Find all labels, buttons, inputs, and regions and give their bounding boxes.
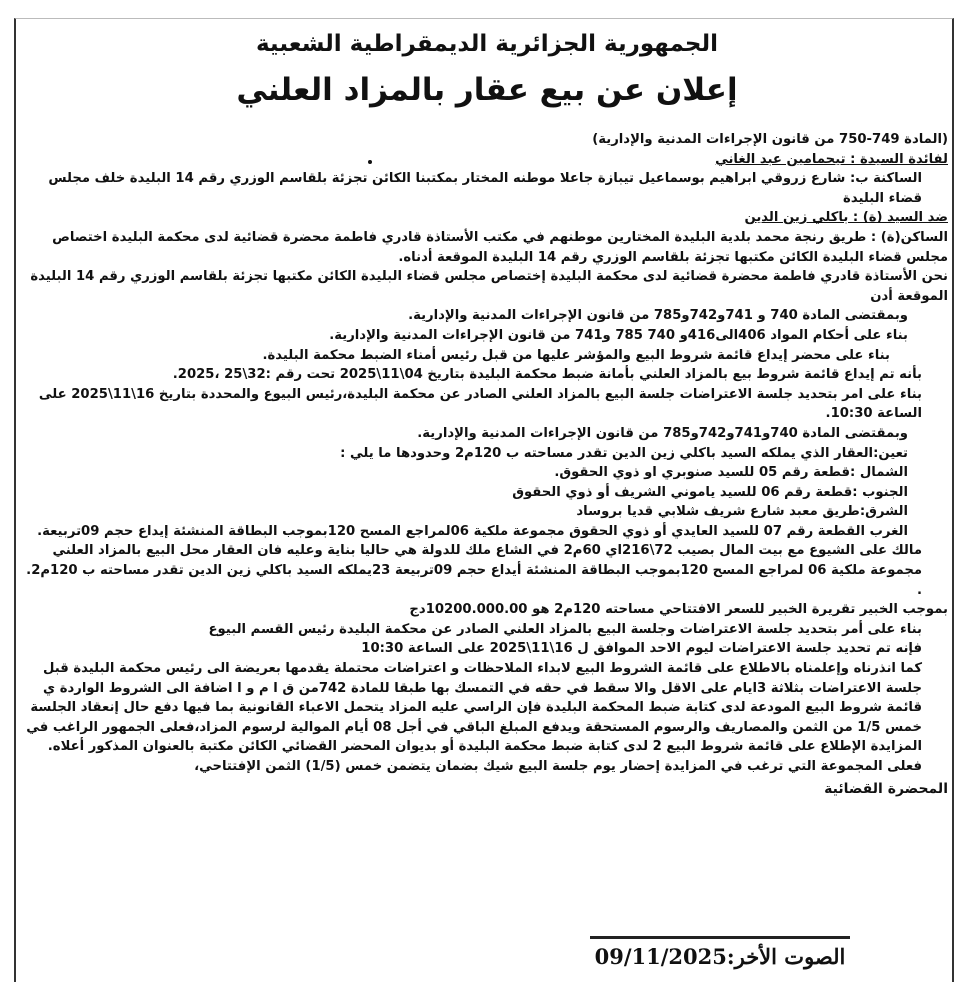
objection-hearing-date: فإنه تم تحديد جلسة الاعتراضات ليوم الاحد الموافق ل 16\11\2025 على الساعة 10:30 (361, 641, 922, 657)
defendant-address: الساكن(ة) : طريق رنجة محمد بلدية البليدة المختارين موطنهم في مكتب الأستاذة قادري فاطمة محضرة قضائية لدى محكمة البليدة اختصاص مجلس قضاء البليدة الكائن مكتبها تجزئة بلقاسم الوزري رقم 14 البليدة الموقعة أدناه. (52, 229, 948, 265)
hearing-order-2: بناء على أمر بتحديد جلسة الاعتراضات وجلسة البيع بالمزاد العلني الصادر عن محكمة البليدة رئيس القسم البيوع (208, 621, 922, 637)
boundary-east: الشرق:طريق معبد شارع شريف شلابي قديا بروساد (576, 504, 908, 520)
boundary-south: الجنوب :قطعة رقم 06 للسيد ياموني الشريف أو ذوي الحقوق (512, 484, 908, 500)
defendant: ضد السيد (ة) : باكلي زين الدين (744, 210, 948, 226)
legal-basis-1: وبمقتضى المادة 740 و 741و742و785 من قانون الإجراءات المدنية والإدارية. (408, 308, 908, 324)
legal-basis-4: وبمقتضى المادة 740و741و742و785 من قانون الإجراءات المدنية والإدارية. (417, 425, 908, 441)
boundary-west: الغرب القطعة رقم 07 للسيد العايدي أو ذوي الحقوق مجموعة ملكية 06لمراجع المسح 120بموجب البطاقة المنشئة إيداع حجم 09تربيعة. (37, 523, 908, 539)
beneficiary-address: الساكنة ب: شارع زروقي ابراهيم بوسماعيل تيبازة جاعلا موطنه المختار بمكتبنا الكائن تجزئة بلقاسم الوزري رقم 14 البليدة خلف مجلس قضاء البليدة (48, 171, 922, 206)
ownership-details: مالك على الشيوع مع بيت المال بصيب 72\216اي 60م2 في الشاع ملك للدولة هي حاليا بناية وعليه فان العقار محل البيع بالمزاد العلني مجموعة ملكية 06 لمراجع المسح 120بموجب البطاقة المنشئة أيداع حجم 09تربيعة 23يملكه السيد باكلي زين الدين تقدر مساحته ب 120م2. . (26, 543, 922, 598)
property-description: تعين:العقار الذي يملكه السيد باكلي زين الدين تقدر مساحته ب 120م2 وحدودها ما يلي : (340, 445, 908, 461)
bidder-guarantee: فعلى المجموعة التي ترغب في المزايدة إحضار يوم جلسة البيع شيك بضمان يتضمن خمس (1/5) الثمن الإفتتاحي، (194, 759, 922, 774)
bailiff-statement: نحن الأستاذة قادري فاطمة محضرة قضائية لدى محكمة البليدة إختصاص مجلس قضاء البليدة الكائن مكتبها تجزئة بلقاسم الوزري رقم 14 البليدة الموقعة أدن (30, 269, 948, 304)
announcement-body (26, 130, 948, 777)
announcement-page (20, 24, 954, 944)
announcement-title: إعلان عن بيع عقار بالمزاد العلني (236, 72, 738, 108)
terms-paragraph: كما انذرناه وإعلمناه بالاطلاع على قائمة الشروط البيع لابداء الملاحظات و اعتراضات محتملة يقدمها بعريضة الى رئيس محكمة البليدة قبل جلسة الاعتراضات بثلاثة 3ايام على الاقل والا سقط في حقه في التمسك بها طبقا للمادة 742من ق ا م و ا اضافة الى الشروط الواردة ي قائمة شروط البيع المودعة لدى كتابة ضبط المحكمة البليدة فإن الراسي عليه المزاد يتحمل الاعباء القانونية بما فيها دفع حال إنعقاد الجلسة خمس 1/5 من الثمن والمصاريف والرسوم المستحقة ويدفع المبلغ الباقي في أجل 08 أيام الموالية لرسوم المزاد،فعلى الجمهور الراغب في المزايدة الإطلاع على قائمة شروط البيع 2 لدى كتابة ضبط محكمة البليدة أو بديوان المحضر القضائي الكائن مكتبة بالعنوان المذكور أعلاه. (26, 661, 922, 755)
opening-price: بموجب الخبير تقريرة الخبير للسعر الافتتاحي مساحته 120م2 هو 10200.000.00دج (409, 602, 948, 618)
republic-header: الجمهورية الجزائرية الديمقراطية الشعبية (255, 31, 719, 57)
legal-reference: (المادة 749-750 من قانون الإجراءات المدنية والإدارية) (592, 132, 948, 147)
legal-basis-3: بناء على محضر إيداع قائمة شروط البيع والمؤشر عليها من قبل رئيس أمناء الضبط محكمة البليدة. (262, 347, 890, 363)
publication-date: الصوت الأخر:09/11/2025 (590, 936, 850, 979)
beneficiary: لفائدة السيدة : تيحمامين عبد الغاني (715, 151, 948, 167)
boundary-north: الشمال :قطعة رقم 05 للسيد صنوبري او ذوي الحقوق. (554, 465, 908, 481)
signature: المحضرة القضائية (824, 780, 948, 797)
hearing-order: بناء على امر بتحديد جلسة الاعتراضات جلسة البيع بالمزاد العلني الصادر عن محكمة البليدة،رئيس البيوع والمحددة بتاريخ 16\11\2025 على الساعة 10:30. (38, 386, 922, 422)
legal-basis-2: بناء على أحكام المواد 406الى416و 740 785 و741 من قانون الإجراءات المدنية والإدارية. (329, 327, 908, 343)
deposit-notice: بأنه تم إيداع قائمة شروط بيع بالمزاد العلني بأمانة ضبط محكمة البليدة بتاريخ 04\11\2025 تحت رقم :32\25 ،2025. (172, 367, 922, 383)
